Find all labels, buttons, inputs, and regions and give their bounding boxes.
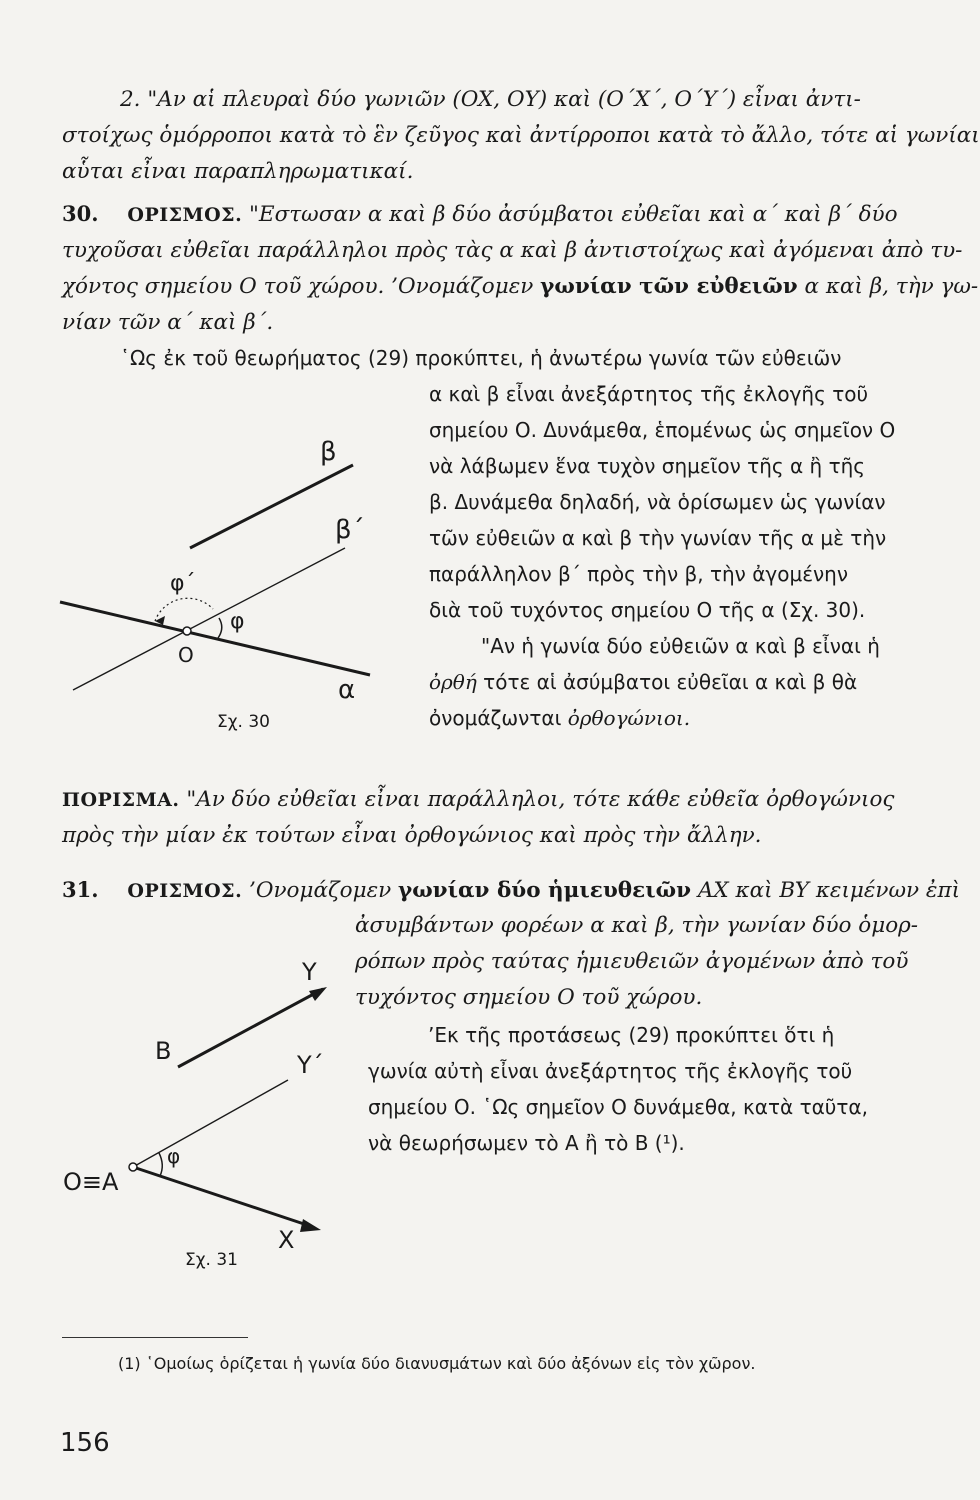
label-O: O <box>178 643 194 667</box>
footnote-rule <box>62 1337 248 1338</box>
paragraph-2-line: 2. "Αν αἱ πλευραὶ δύο γωνιῶν (OX, OY) καὶ (O΄X΄, O΄Y΄) εἶναι ἀντι- <box>120 87 861 112</box>
corollary-text: πρὸς τὴν μίαν ἐκ τούτων εἶναι ὀρθογώνιος καὶ πρὸς τὴν ἄλλην. <box>62 823 762 848</box>
label-beta: β <box>320 437 337 467</box>
definition-text: "Εστωσαν α καὶ β δύο ἀσύμβατοι εὐθεῖαι καὶ α΄ καὶ β΄ δύο <box>249 202 898 227</box>
label-phi: φ <box>230 609 245 634</box>
definition-text: α καὶ β, τὴν γω- <box>797 274 979 299</box>
remark-line: α καὶ β εἶναι ἀνεξάρτητος τῆς ἐκλογῆς τοῦ <box>429 382 869 406</box>
label-B: B <box>155 1037 172 1065</box>
corollary-heading: ΠΟΡΙΣΜΑ. <box>62 789 180 811</box>
italic-term: ὀρθή <box>429 670 477 694</box>
remark-line: παράλληλον β΄ πρὸς τὴν β, τὴν ἀγομένην <box>429 562 849 586</box>
label-alpha: α <box>338 675 356 705</box>
defined-term: γωνίαν τῶν εὐθειῶν <box>540 274 798 299</box>
label-O-equiv-A: O≡A <box>63 1168 119 1196</box>
remark-line: τότε αἱ ἀσύμβατοι εὐθεῖαι α καὶ β θὰ <box>476 670 858 694</box>
definition-heading: ΟΡΙΣΜΟΣ. <box>127 204 243 226</box>
footnote: (1) ῾Ομοίως ὁρίζεται ἡ γωνία δύο διανυσμάτων καὶ δύο ἀξόνων εἰς τὸν χῶρον. <box>118 1354 756 1373</box>
definition-31-continued <box>355 908 918 1016</box>
figure-30-caption: Σχ. 30 <box>217 712 271 732</box>
line-alpha <box>60 602 370 675</box>
figure-31-caption: Σχ. 31 <box>185 1250 239 1270</box>
remark-line: σημείου Ο. Δυνάμεθα, ἑπομένως ὡς σημεῖον Ο <box>429 418 896 442</box>
ray-AY-prime <box>133 1080 288 1167</box>
definition-text: AX καὶ BY κειμένων ἐπὶ <box>691 878 961 903</box>
line-beta <box>190 465 353 548</box>
remark-line: νὰ θεωρήσωμεν τὸ Α ἢ τὸ Β (¹). <box>368 1131 685 1155</box>
paragraph-2-line: αὗται εἶναι παραπληρωματικαί. <box>62 159 414 184</box>
remark-30-body <box>429 376 895 736</box>
angle-arc-phi <box>159 1153 162 1176</box>
arrowhead-X <box>300 1219 321 1232</box>
theorem-remark-line: ῾Ως ἐκ τοῦ θεωρήματος (29) προκύπτει, ἡ ἀνωτέρω γωνία τῶν εὐθειῶν <box>120 346 842 370</box>
label-phi-prime: φ΄ <box>170 571 196 596</box>
label-Y-prime: Y΄ <box>297 1051 324 1079</box>
remark-line: γωνία αὐτὴ εἶναι ἀνεξάρτητος τῆς ἐκλογῆς τοῦ <box>368 1059 853 1083</box>
remark-line: "Αν ἡ γωνία δύο εὐθειῶν α καὶ β εἶναι ἡ <box>481 634 880 658</box>
definition-text: τυχοῦσαι εὐθεῖαι παράλληλοι πρὸς τὰς α καὶ β ἀντιστοίχως καὶ ἀγόμεναι ἀπὸ τυ- <box>62 238 963 263</box>
definition-text: νίαν τῶν α΄ καὶ β΄. <box>62 310 274 335</box>
remark-line: β. Δυνάμεθα δηλαδή, νὰ ὁρίσωμεν ὡς γωνίαν <box>429 490 886 514</box>
point-O <box>183 627 191 635</box>
remark-line: τῶν εὐθειῶν α καὶ β τὴν γωνίαν τῆς α μὲ τὴν <box>429 526 887 550</box>
angle-arc-phi <box>218 618 222 638</box>
definition-text: χόντος σημείου Ο τοῦ χώρου. ’Ονομάζομεν <box>62 274 541 299</box>
remark-line: νὰ λάβωμεν ἕνα τυχὸν σημεῖον τῆς α ἢ τῆς <box>429 454 866 478</box>
italic-term: ὀρθογώνιοι. <box>567 706 691 730</box>
definition-text: ’Ονομάζομεν <box>249 878 399 903</box>
section-number: 31. <box>62 877 99 902</box>
remark-line: ’Εκ τῆς προτάσεως (29) προκύπτει ὅτι ἡ <box>428 1023 835 1047</box>
label-Y: Y <box>302 958 317 986</box>
section-number: 30. <box>62 201 99 226</box>
label-phi: φ <box>167 1144 181 1168</box>
label-beta-prime: β΄ <box>335 515 365 545</box>
figure-31 <box>55 955 355 1255</box>
defined-term: γωνίαν δύο ἡμιευθειῶν <box>398 878 691 903</box>
corollary <box>62 782 894 854</box>
paragraph-2 <box>62 82 980 190</box>
point-A <box>129 1163 137 1171</box>
line-beta-prime <box>73 548 345 690</box>
remark-31-body <box>368 1017 868 1161</box>
corollary-text: "Αν δύο εὐθεῖαι εἶναι παράλληλοι, τότε κάθε εὐθεῖα ὀρθογώνιος <box>186 787 895 812</box>
page-number: 156 <box>60 1428 110 1458</box>
remark-line: ὀνομάζωνται <box>429 706 568 730</box>
label-X: X <box>278 1226 295 1254</box>
paragraph-2-line: στοίχως ὁμόρροποι κατὰ τὸ ἓν ζεῦγος καὶ ἀντίρροποι κατὰ τὸ ἄλλο, τότε αἱ γωνίαι <box>62 123 980 148</box>
figure-30 <box>55 430 425 730</box>
definition-text: ἀσυμβάντων φορέων α καὶ β, τὴν γωνίαν δύο ὁμορ- <box>355 913 919 938</box>
remark-line: σημείου Ο. ῾Ως σημεῖον Ο δυνάμεθα, κατὰ ταῦτα, <box>368 1095 868 1119</box>
definition-31 <box>62 872 960 909</box>
definition-heading: ΟΡΙΣΜΟΣ. <box>127 880 243 902</box>
definition-text: ρόπων πρὸς ταύτας ἡμιευθειῶν ἀγομένων ἀπὸ τοῦ <box>355 949 909 974</box>
arrowhead-Y <box>309 987 327 1001</box>
remark-line: διὰ τοῦ τυχόντος σημείου Ο τῆς α (Σχ. 30). <box>429 598 866 622</box>
definition-30 <box>62 196 978 341</box>
definition-text: τυχόντος σημείου Ο τοῦ χώρου. <box>355 985 703 1010</box>
